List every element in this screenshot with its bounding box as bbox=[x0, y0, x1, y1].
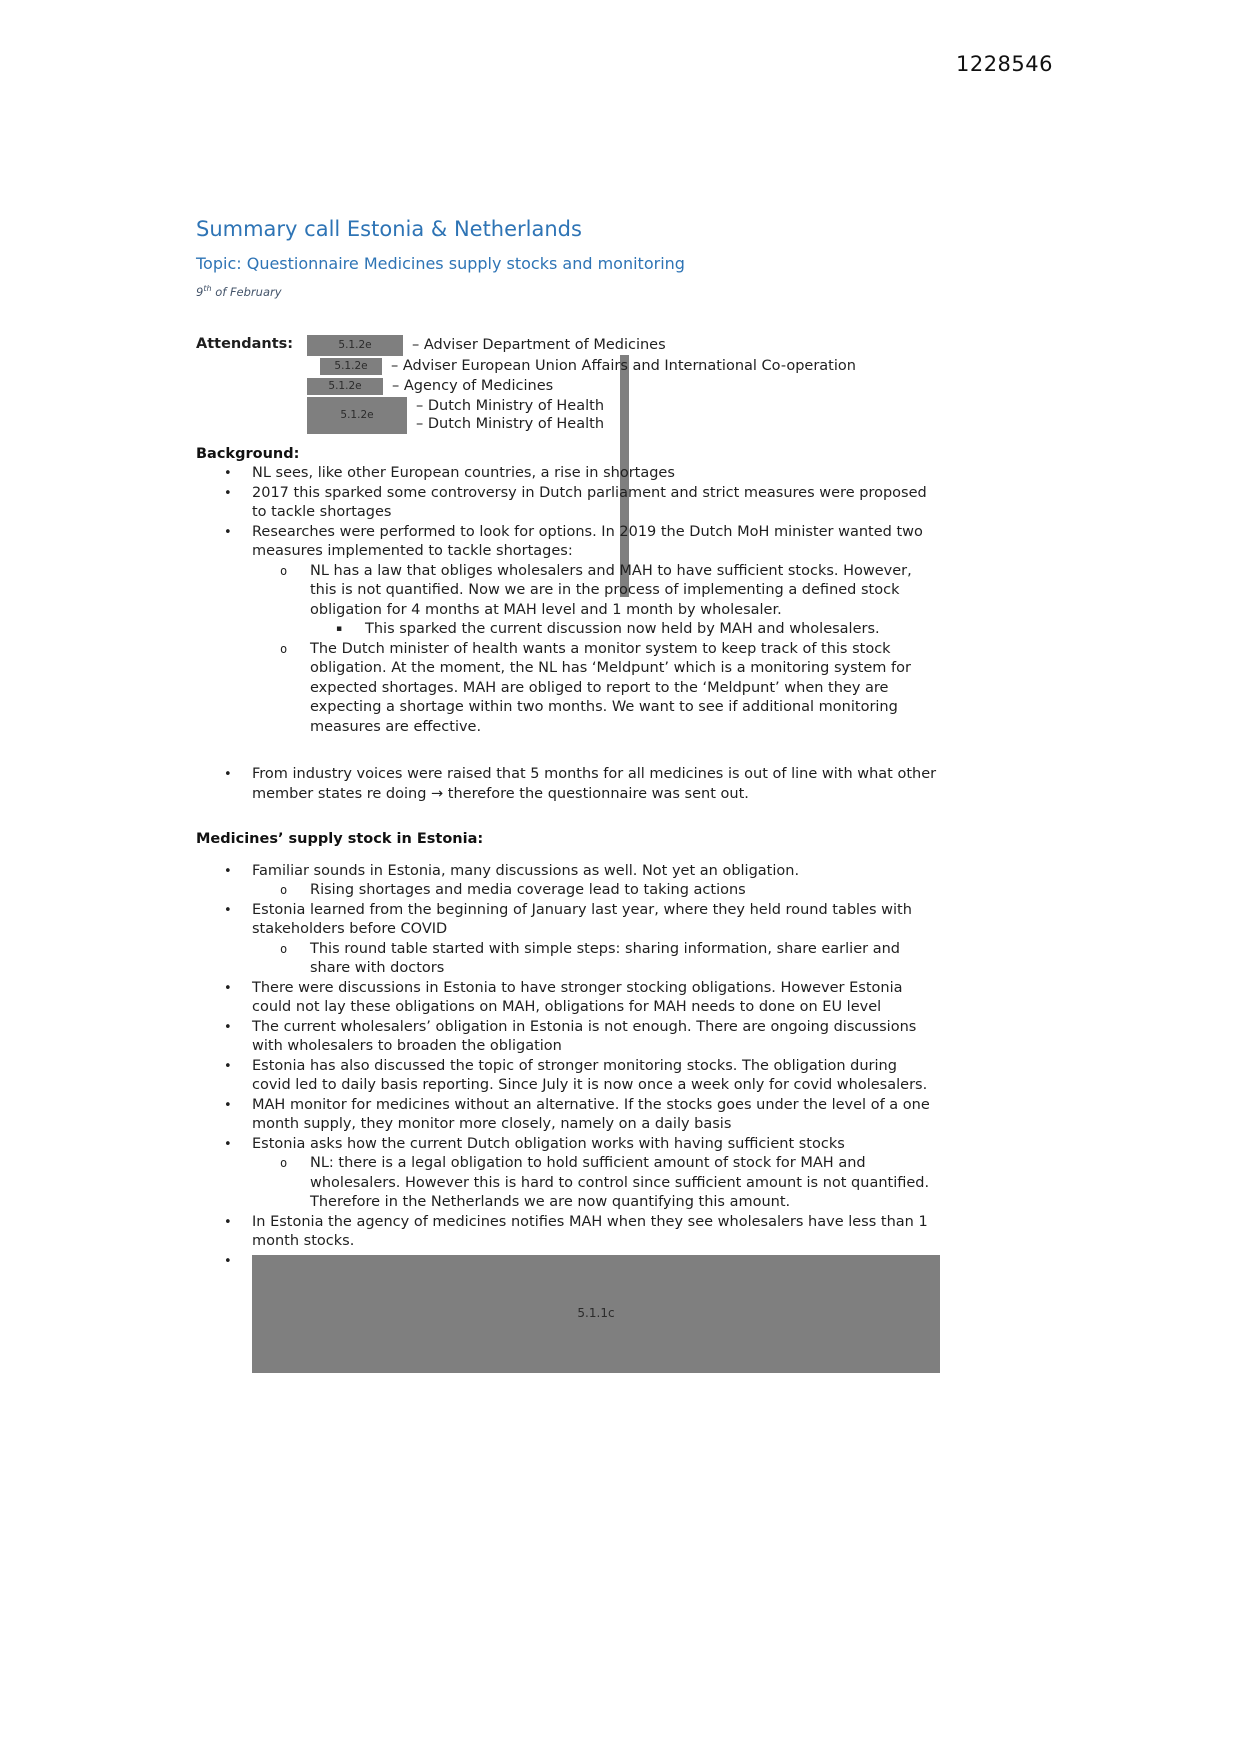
list-item-text: MAH monitor for medicines without an alternative. If the stocks goes under the level of a one month supply, they monitor more closely, namely on a daily basis bbox=[252, 1096, 930, 1133]
document-content bbox=[196, 0, 940, 1373]
circle-marker: o bbox=[280, 1156, 288, 1171]
bullet-marker: • bbox=[224, 485, 232, 501]
bullet-marker: • bbox=[224, 466, 232, 482]
list-item bbox=[224, 765, 940, 804]
document-date bbox=[196, 282, 940, 299]
list-item-text: NL has a law that obliges wholesalers and MAH to have sufficient stocks. However, this is not quantified. Now we are in the process of implementing a defined stock obligation for 4 months at MAH level and 1 month by wholesaler. bbox=[310, 562, 912, 618]
attendant-role: – Adviser Department of Medicines bbox=[412, 336, 666, 353]
list-item bbox=[224, 484, 940, 523]
redaction-code: 5.1.1c bbox=[577, 1306, 615, 1321]
list-item-text: There were discussions in Estonia to have stronger stocking obligations. However Estonia could not lay these obligations on MAH, obligations for MAH needs to done on EU level bbox=[252, 979, 903, 1016]
attendant-role: – Dutch Ministry of Health bbox=[416, 416, 605, 433]
page-subtitle: Topic: Questionnaire Medicines supply stocks and monitoring bbox=[196, 254, 685, 273]
list-item-text: The current wholesalers’ obligation in Estonia is not enough. There are ongoing discussions with wholesalers to broaden the obligation bbox=[252, 1018, 917, 1055]
list-item-text: Familiar sounds in Estonia, many discussions as well. Not yet an obligation. bbox=[252, 862, 800, 879]
redaction-box: 5.1.2e bbox=[307, 397, 407, 434]
attendants-block bbox=[196, 335, 940, 435]
date-rest: of February bbox=[211, 284, 282, 299]
attendant-row bbox=[307, 377, 856, 396]
list-item bbox=[224, 1018, 940, 1057]
list-item bbox=[224, 1057, 940, 1096]
list-item-text: NL: there is a legal obligation to hold sufficient amount of stock for MAH and wholesalers. However this is hard to control since sufficient amount is not quantified. Therefore in the Netherlands we are now quantifying this amount. bbox=[310, 1155, 930, 1211]
bullet-marker: • bbox=[224, 863, 232, 879]
attendant-role: – Adviser European Union Affairs and International Co-operation bbox=[391, 357, 856, 374]
list-item bbox=[224, 1135, 940, 1155]
redaction-box: 5.1.2e bbox=[320, 358, 382, 375]
attendant-row bbox=[307, 335, 856, 356]
list-item-text: Researches were performed to look for options. In 2019 the Dutch MoH minister wanted two measures implemented to tackle shortages: bbox=[252, 523, 923, 560]
bullet-marker: • bbox=[224, 1214, 232, 1230]
list-item bbox=[224, 464, 940, 484]
redaction-box: 5.1.2e bbox=[307, 378, 383, 395]
section-heading-estonia: Medicines’ supply stock in Estonia: bbox=[196, 831, 484, 848]
list-item-text: This round table started with simple steps: sharing information, share earlier and share with doctors bbox=[310, 940, 900, 977]
list-item-text: Rising shortages and media coverage lead to taking actions bbox=[310, 882, 746, 899]
list-item bbox=[280, 640, 940, 738]
list-item bbox=[224, 979, 940, 1018]
square-marker: ▪ bbox=[336, 624, 343, 635]
list-item bbox=[336, 620, 940, 640]
redaction-block bbox=[252, 1255, 940, 1373]
list-item-text: NL sees, like other European countries, a rise in shortages bbox=[252, 465, 675, 482]
page-title: Summary call Estonia & Netherlands bbox=[196, 217, 582, 241]
attendants-label: Attendants: bbox=[196, 335, 294, 352]
list-item bbox=[280, 562, 940, 621]
bullet-marker: • bbox=[224, 1097, 232, 1113]
date-day: 9 bbox=[196, 284, 204, 299]
attendant-role: – Dutch Ministry of Health bbox=[416, 397, 605, 414]
list-item-redacted bbox=[224, 1252, 940, 1373]
list-item-text: Estonia learned from the beginning of January last year, where they held round tables with stakeholders before COVID bbox=[252, 901, 912, 938]
attendants-rows bbox=[307, 335, 856, 435]
bullet-marker: • bbox=[224, 1058, 232, 1074]
bullet-marker: • bbox=[224, 524, 232, 540]
list-item-text: Estonia asks how the current Dutch obligation works with having sufficient stocks bbox=[252, 1135, 845, 1152]
list-item bbox=[280, 940, 940, 979]
bullet-marker: • bbox=[224, 1019, 232, 1035]
attendant-row bbox=[307, 397, 856, 434]
attendant-row bbox=[307, 357, 856, 376]
list-item-text: In Estonia the agency of medicines notifies MAH when they see wholesalers have less than 1 month stocks. bbox=[252, 1213, 928, 1250]
circle-marker: o bbox=[280, 641, 288, 656]
attendant-role: – Agency of Medicines bbox=[392, 377, 554, 394]
list-item bbox=[280, 1154, 940, 1213]
list-item bbox=[224, 862, 940, 882]
bullet-marker: • bbox=[224, 902, 232, 918]
list-item bbox=[224, 1096, 940, 1135]
redaction-box: 5.1.2e bbox=[307, 335, 403, 356]
list-item bbox=[224, 523, 940, 562]
list-item-text: This sparked the current discussion now held by MAH and wholesalers. bbox=[365, 621, 880, 638]
list-item-text: Estonia has also discussed the topic of stronger monitoring stocks. The obligation during covid led to daily basis reporting. Since July it is now once a week only for covid wholesalers. bbox=[252, 1057, 928, 1094]
bullet-marker: • bbox=[224, 1136, 232, 1152]
circle-marker: o bbox=[280, 883, 288, 898]
list-item bbox=[224, 1213, 940, 1252]
bullet-marker: • bbox=[224, 980, 232, 996]
bullet-marker: • bbox=[224, 767, 232, 783]
list-item bbox=[280, 881, 940, 901]
list-item bbox=[224, 901, 940, 940]
list-item-text: The Dutch minister of health wants a monitor system to keep track of this stock obligation. At the moment, the NL has ‘Meldpunt’ which is a monitoring system for expected shortages. MAH are obliged to report to the ‘Meldpunt’ when they are expecting a shortage within two months. We want to see if additional monitoring measures are effective. bbox=[310, 640, 911, 735]
circle-marker: o bbox=[280, 941, 288, 956]
date-ordinal: th bbox=[203, 284, 212, 293]
list-item-text: 2017 this sparked some controversy in Dutch parliament and strict measures were proposed to tackle shortages bbox=[252, 484, 927, 521]
list-item-text: From industry voices were raised that 5 months for all medicines is out of line with what other member states re doing → therefore the questionnaire was sent out. bbox=[252, 766, 937, 802]
bullet-marker: • bbox=[224, 1253, 232, 1269]
attendant-role-lines bbox=[416, 397, 604, 434]
document-number: 1228546 bbox=[955, 52, 1053, 76]
section-heading-background: Background: bbox=[196, 445, 300, 462]
circle-marker: o bbox=[280, 563, 288, 578]
